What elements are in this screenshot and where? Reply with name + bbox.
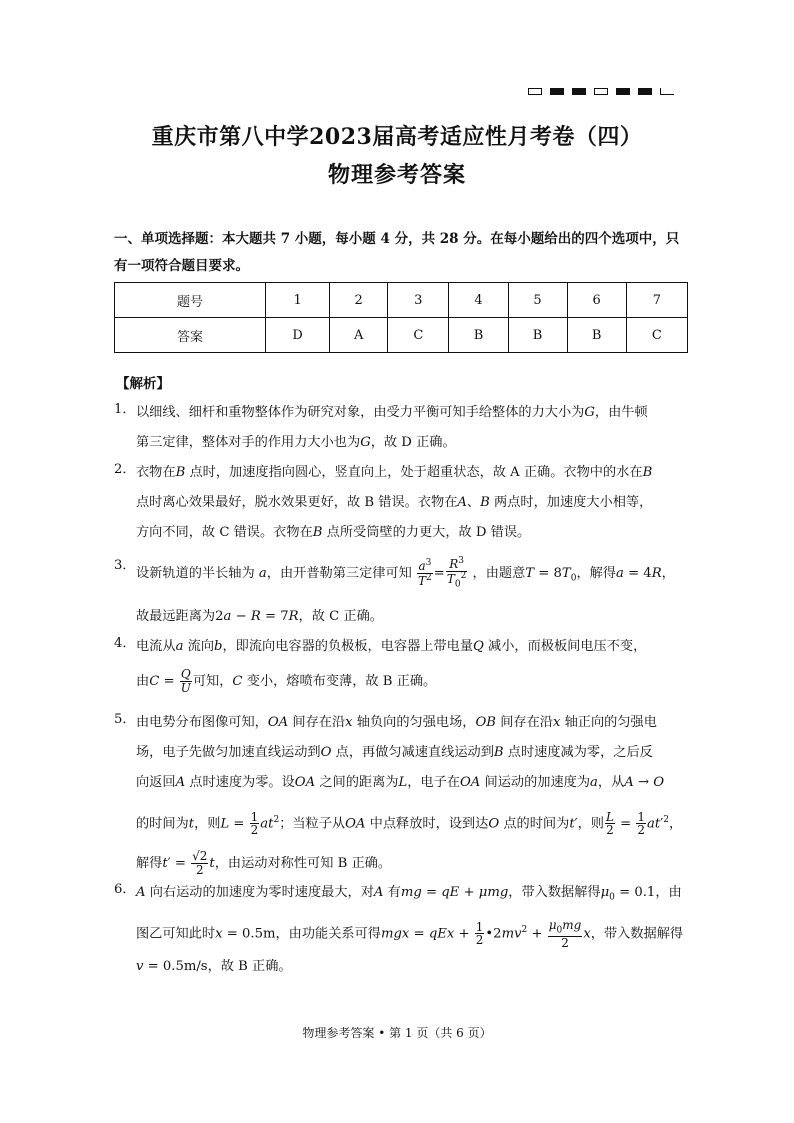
question-number: 5 xyxy=(508,283,567,318)
solution-number: 3． xyxy=(114,558,136,573)
analysis-heading: 【解析】 xyxy=(116,376,170,392)
solution-number: 4． xyxy=(114,636,136,651)
solution-1: 1． 以细线、细杆和重物整体作为研究对象，由受力平衡可知手给整体的力大小为G，由牛顿 第三定律，整体对手的作用力大小也为G，故 D 正确。 xyxy=(114,398,688,458)
doc-title: 重庆市第八中学2023届高考适应性月考卷（四） xyxy=(151,124,643,150)
question-number: 2 xyxy=(330,283,388,318)
formula-fraction: $\frac{1}{2}$ xyxy=(475,919,484,948)
mark-filled xyxy=(638,88,652,95)
mark-hollow xyxy=(594,88,608,95)
answer-cell: D xyxy=(266,318,330,353)
question-number: 7 xyxy=(626,283,687,318)
formula-fraction: $\frac{R^3}{T_0^2}$ xyxy=(446,556,467,590)
table-answer-label: 答案 xyxy=(115,318,266,353)
mark-filled xyxy=(572,88,586,95)
solution-number: 1． xyxy=(114,402,136,417)
section-heading: 一、单项选择题：本大题共 7 小题，每小题 4 分，共 28 分。在每小题给出的四个选项中，只 有一项符合题目要求。 xyxy=(114,231,680,274)
formula-fraction: $\frac{√2}{2}$ xyxy=(192,849,208,877)
question-number: 6 xyxy=(567,283,626,318)
solution-2: 2． 衣物在B 点时，加速度指向圆心，竖直向上，处于超重状态，故 A 正确。衣物中的水在B 点时离心效果最好，脱水效果更好，故 B 错误。衣物在A、B 两点时，加速度大小相等， 方向不同，故 C 错误。衣物在B 点所受筒壁的力更大，故 D 错误。 xyxy=(114,458,688,548)
question-number: 1 xyxy=(266,283,330,318)
table-row xyxy=(115,283,688,318)
doc-subtitle: 物理参考答案 xyxy=(327,162,466,188)
solution-number: 2． xyxy=(114,462,136,477)
table-header-label: 题号 xyxy=(115,283,266,318)
formula-fraction: $\frac{\mu_0mg}{2}$ xyxy=(548,917,582,950)
solution-6: 6． A 向右运动的加速度为零时速度最大，对A 有mg = qE + μmg，带入数据解得$\mu_0 = 0.1$，由 图乙可知此时x = 0.5m，由功能关系可得mgx = qEx + $\frac{1}{2}$ $•2mv^2$ + $\frac{\mu_0mg}{2}$ x，带入数据解得 v = 0.5m/s，故 B 正确。 xyxy=(114,878,688,982)
solution-4: 4． 电流从a 流向b，即流向电容器的负极板，电容器上带电量Q 减小，而极板间电压不变， 由C = $\frac{Q}{U}$ 可知，C 变小，熔喷布变薄，故 B 正确。 xyxy=(114,632,688,702)
solution-number: 5． xyxy=(114,712,136,727)
formula-fraction: $\frac{a^3}{T^2}$ xyxy=(418,558,432,588)
solution-5: 5． 由电势分布图像可知，OA 间存在沿x 轴负向的匀强电场，OB 间存在沿x 轴正向的匀强电 场，电子先做匀加速直线运动到O 点，再做匀减速直线运动到B 点时速度减为零，之后反 向返回A 点时速度为零。设OA 之间的距离为L，电子在OA 间运动的加速度为a，从A → O 的时间为t，则L = $\frac{1}{2}$ $at^2$；当粒子从OA 中点释放时，设到达O 点的时间为t′，则 $\frac{L}{2}$ = $\frac{1}{2}$ $at'^2$， 解得t′ = $\frac{√2}{2}$ t，由运动对称性可知 B 正确。 xyxy=(114,708,688,886)
answer-table xyxy=(114,282,688,353)
question-number: 3 xyxy=(388,283,449,318)
mark-filled xyxy=(616,88,630,95)
answer-cell: B xyxy=(508,318,567,353)
answer-cell: C xyxy=(388,318,449,353)
answer-cell: B xyxy=(567,318,626,353)
formula-fraction: $\frac{1}{2}$ xyxy=(250,809,259,838)
formula-fraction: $\frac{Q}{U}$ xyxy=(180,667,191,695)
table-row xyxy=(115,318,688,353)
solution-number: 6． xyxy=(114,882,136,897)
answer-cell: B xyxy=(449,318,508,353)
mark-corner xyxy=(660,88,674,95)
mark-hollow xyxy=(528,88,542,95)
answer-cell: A xyxy=(330,318,388,353)
formula-fraction: $\frac{1}{2}$ xyxy=(637,809,646,838)
answer-cell: C xyxy=(626,318,687,353)
page-footer: 物理参考答案 • 第 1 页（共 6 页） xyxy=(302,1026,492,1040)
solution-3: 3． 设新轨道的半长轴为 a，由开普勒第三定律可知 $\frac{a^3}{T^2}$ = $\frac{R^3}{T_0^2}$ ，由题意$T = 8T_0$，解得a = 4R， 故最远距离为2a − R = 7R，故 C 正确。 xyxy=(114,554,688,632)
mark-filled xyxy=(550,88,564,95)
formula-fraction: $\frac{L}{2}$ xyxy=(606,809,614,838)
header-marks xyxy=(528,88,674,95)
question-number: 4 xyxy=(449,283,508,318)
